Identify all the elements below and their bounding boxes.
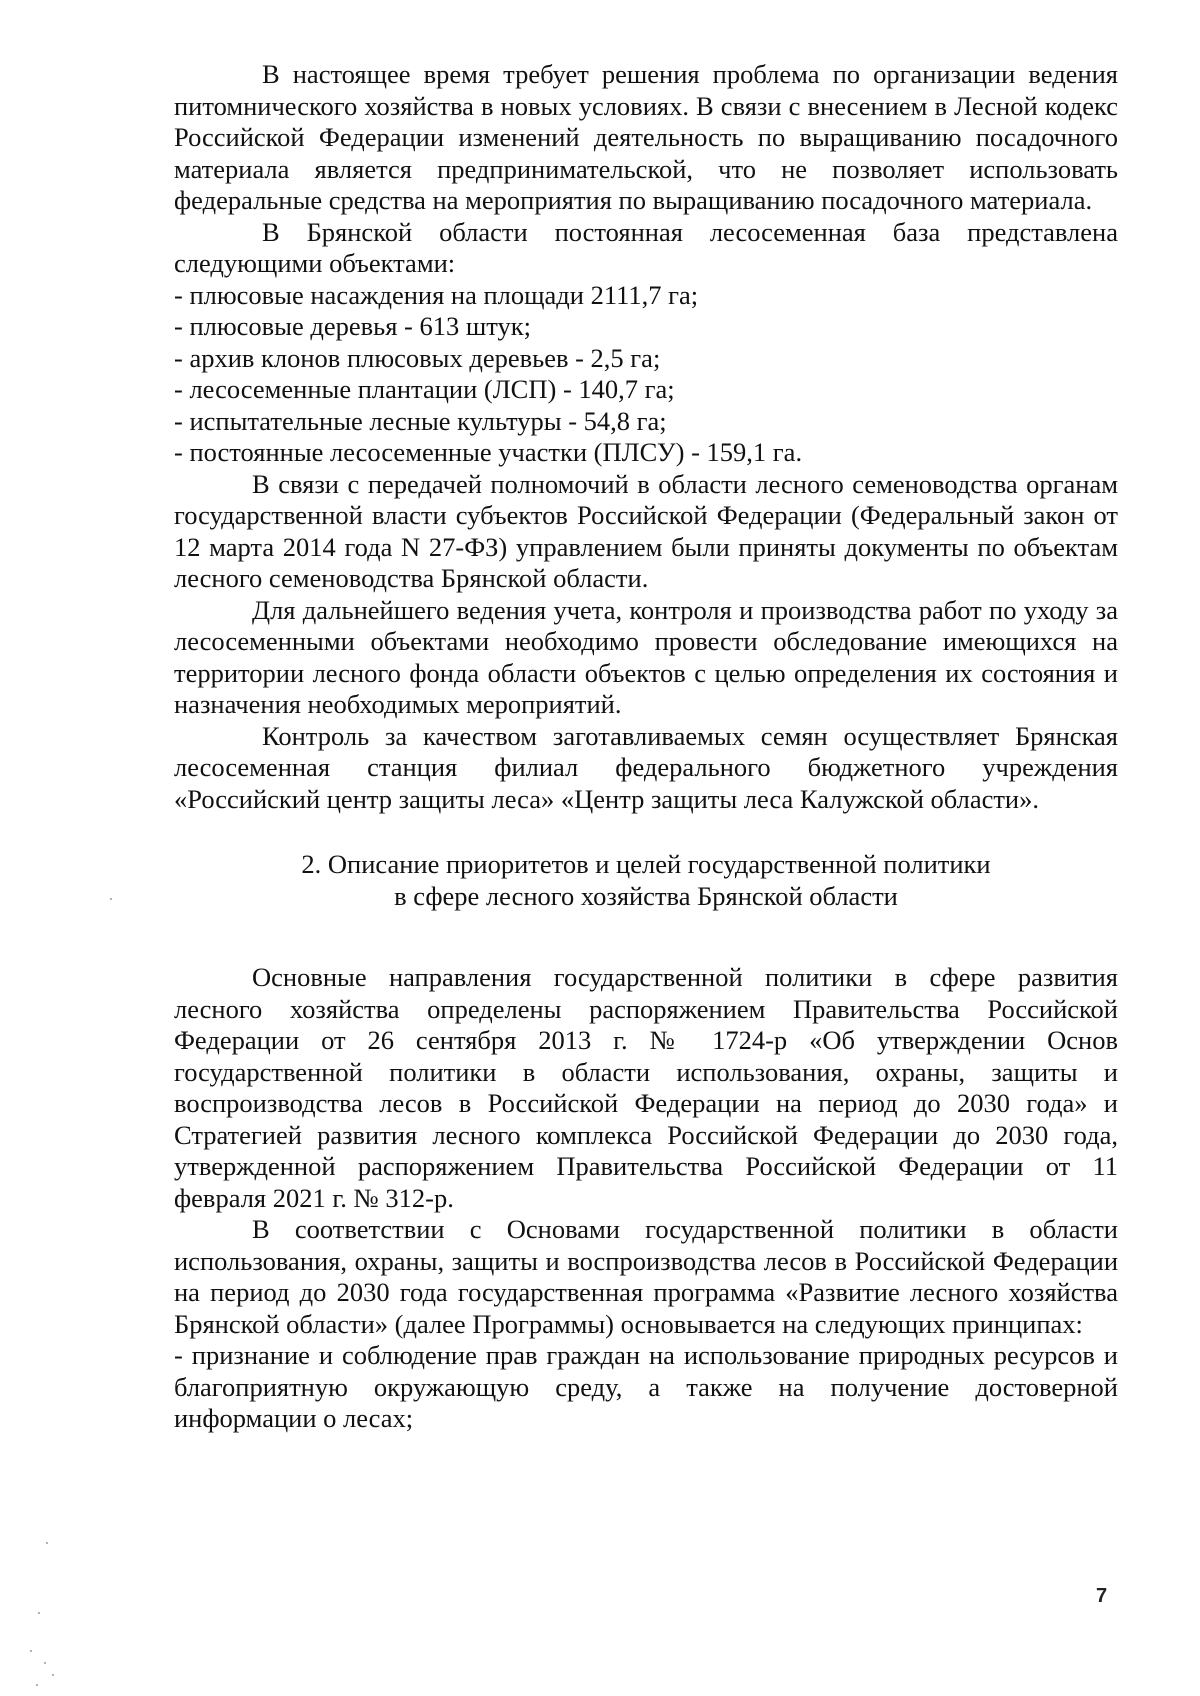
scan-speck xyxy=(38,1612,40,1614)
list-item: - постоянные лесосеменные участки (ПЛСУ) - 159,1 га. xyxy=(174,437,803,467)
paragraph-authority-transfer: В связи с передачей полномочий в области лесного семеноводства органам государственной власти субъектов Российской Федерации (Федеральный закон от 12 марта 2014 года N 27-ФЗ) управлением были приняты документы по объектам лесного семеноводства Брянской области. xyxy=(174,468,1118,593)
list-item: - плюсовые насаждения на площади 2111,7 га; xyxy=(174,279,699,310)
list-item: - архив клонов плюсовых деревьев - 2,5 га; xyxy=(174,342,661,373)
paragraph-principle-citizens-rights: - признание и соблюдение прав граждан на использование природных ресурсов и благоприятную окружающую среду, а также на получение достоверной информации о лесах; xyxy=(174,1340,1118,1433)
scan-speck xyxy=(44,1662,46,1664)
scan-speck xyxy=(52,1674,54,1676)
scan-speck xyxy=(36,1684,38,1686)
section-heading xyxy=(174,848,1118,912)
seed-base-list xyxy=(174,280,1118,469)
scan-speck xyxy=(30,1650,32,1652)
document-body xyxy=(174,59,1118,1435)
section-heading-line-1: 2. Описание приоритетов и целей государственной политики xyxy=(301,849,991,879)
list-item: - лесосеменные плантации (ЛСП) - 140,7 га; xyxy=(174,374,675,404)
page-number: 7 xyxy=(1096,1585,1108,1607)
list-item: - испытательные лесные культуры - 54,8 га; xyxy=(174,405,667,436)
paragraph-seed-base-intro: В Брянской области постоянная лесосеменная база представлена следующими объектами: xyxy=(174,216,1118,278)
paragraph-program-principles: В соответствии с Основами государственной политики в области использования, охраны, защиты и воспроизводства лесов в Российской Федерации на период до 2030 года государственная программа «Развитие лесного хозяйства Брянской области» (далее Программы) основывается на следующих принципах: xyxy=(174,1214,1118,1339)
section-heading-line-2: в сфере лесного хозяйства Брянской области xyxy=(394,881,898,911)
scan-speck xyxy=(110,898,112,900)
paragraph-inspection: Для дальнейшего ведения учета, контроля и производства работ по уходу за лесосеменными объектами необходимо провести обследование имеющихся на территории лесного фонда области объектов с целью определения их состояния и назначения необходимых мероприятий. xyxy=(174,594,1118,719)
paragraph-nursery: В настоящее время требует решения проблема по организации ведения питомнического хозяйства в новых условиях. В связи с внесением в Лесной кодекс Российской Федерации изменений деятельность по выращиванию посадочного материала является предпринимательской, что не позволяет использовать федеральные средства на мероприятия по выращиванию посадочного материала. xyxy=(174,59,1118,215)
paragraph-policy-directions: Основные направления государственной политики в сфере развития лесного хозяйства определены распоряжением Правительства Российской Федерации от 26 сентября 2013 г. № 1724-р «Об утверждении Основ государственной политики в области использования, охраны, защиты и воспроизводства лесов в Российской Федерации на период до 2030 года» и Стратегией развития лесного комплекса Российской Федерации до 2030 года, утвержденной распоряжением Правительства Российской Федерации от 11 февраля 2021 г. № 312-р. xyxy=(174,962,1118,1213)
list-item: - плюсовые деревья - 613 штук; xyxy=(174,311,531,341)
paragraph-seed-control: Контроль за качеством заготавливаемых семян осуществляет Брянская лесосеменная станция филиал федерального бюджетного учреждения «Российский центр защиты леса» «Центр защиты леса Калужской области». xyxy=(174,720,1118,814)
scan-speck xyxy=(46,1542,48,1544)
